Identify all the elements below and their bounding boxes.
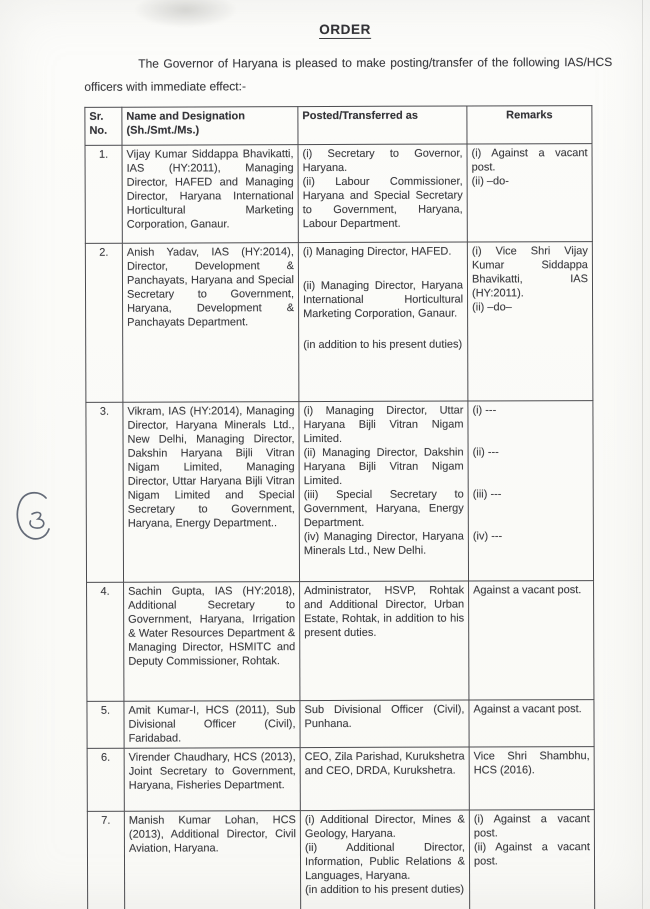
cell-name-designation: Anish Yadav, IAS (HY:2014), Director, Development & Panchayats, Haryana and Special Secretary to Government, Haryana, Development & Panchayats Department.: [122, 243, 299, 403]
cell-remarks: (i) Against a vacant post. (ii) –do-: [467, 144, 592, 242]
cell-name-designation: Amit Kumar-I, HCS (2011), Sub Divisional Officer (Civil), Faridabad.: [124, 701, 300, 749]
table-row-3: [86, 401, 594, 583]
page-title: ORDER: [319, 21, 372, 38]
col-header-posted-transferred: Posted/Transferred as: [298, 106, 467, 145]
table-row-5: [87, 700, 594, 749]
cell-sr-no: 7.: [87, 811, 124, 909]
title-row: [0, 0, 650, 40]
table-row-2: [85, 242, 593, 403]
col-header-remarks: Remarks: [467, 106, 592, 144]
cell-posted-transferred: (i) Additional Director, Mines & Geology, Haryana. (ii) Additional Director, Information, Public Relations & Languages, Haryana. (in addition to his present duties): [300, 810, 469, 909]
cell-name-designation: Manish Kumar Lohan, HCS (2013), Additional Director, Civil Aviation, Haryana.: [124, 811, 300, 909]
table-row-4: [87, 581, 594, 702]
table-header-row: [85, 106, 592, 146]
intro-paragraph: The Governor of Haryana is pleased to make posting/transfer of the following IAS/HCS officers with immediate effect:-: [84, 54, 613, 94]
cell-remarks: Vice Shri Shambhu, HCS (2016).: [469, 747, 594, 810]
col-header-name-designation: Name and Designation (Sh./Smt./Ms.): [122, 107, 298, 146]
cell-sr-no: 1.: [85, 145, 122, 243]
cell-posted-transferred: Sub Divisional Officer (Civil), Punhana.: [300, 700, 469, 748]
cell-sr-no: 3.: [86, 402, 124, 582]
cell-sr-no: 2.: [85, 243, 123, 402]
cell-remarks: (i) Against a vacant post. (ii) Against a vacant post.: [469, 810, 594, 909]
cell-posted-transferred: Administrator, HSVP, Rohtak and Additional Director, Urban Estate, Rohtak, in addition to his present duties.: [300, 581, 469, 701]
cell-remarks: Against a vacant post.: [469, 700, 594, 747]
transfer-order-table: [84, 105, 595, 909]
col-header-sr-no: Sr. No.: [85, 107, 122, 145]
cell-name-designation: Vijay Kumar Siddappa Bhavikatti, IAS (HY:2011), Managing Director, HAFED and Managing Director, Haryana International Horticultural Marketing Corporation, Ganaur.: [122, 145, 298, 244]
cell-name-designation: Vikram, IAS (HY:2014), Managing Director, Haryana Minerals Ltd., New Delhi, Managing Director, Dakshin Haryana Bijli Vitran Nigam Limited, Managing Director, Uttar Haryana Bijli Vitran Nigam Limited and Special Secretary to Government, Haryana, Energy Department..: [123, 402, 300, 583]
cell-sr-no: 4.: [87, 582, 124, 701]
cell-remarks: (i) Vice Shri Vijay Kumar Siddappa Bhavikatti, IAS (HY:2011). (ii) –do–: [467, 242, 593, 401]
cell-name-designation: Virender Chaudhary, HCS (2013), Joint Secretary to Government, Haryana, Fisheries Department.: [124, 748, 300, 812]
cell-posted-transferred: CEO, Zila Parishad, Kurukshetra and CEO, DRDA, Kurukshetra.: [300, 747, 469, 811]
cell-sr-no: 6.: [87, 748, 124, 811]
cell-remarks: (i) --- (ii) --- (iii) --- (iv) ---: [468, 401, 594, 581]
cell-posted-transferred: (i) Managing Director, HAFED. (ii) Managing Director, Haryana International Horticultural Marketing Corporation, Ganaur. (in addition to his present duties): [298, 242, 468, 402]
table-row-7: [87, 810, 594, 909]
table-row-1: [85, 144, 592, 244]
cell-posted-transferred: (i) Secretary to Governor, Haryana. (ii) Labour Commissioner, Haryana and Special Secretary to Government, Haryana, Labour Department.: [298, 144, 467, 243]
cell-posted-transferred: (i) Managing Director, Uttar Haryana Bijli Vitran Nigam Limited. (ii) Managing Director, Dakshin Haryana Bijli Vitran Nigam Limited. (iii) Special Secretary to Government, Haryana, Energy Department. (iv) Managing Director, Haryana Minerals Ltd., New Delhi.: [299, 401, 469, 582]
table-row-6: [87, 747, 594, 812]
cell-remarks: Against a vacant post.: [469, 581, 594, 700]
cell-sr-no: 5.: [87, 701, 124, 748]
cell-name-designation: Sachin Gupta, IAS (HY:2018), Additional Secretary to Government, Haryana, Irrigation & Water Resources Department & Managing Director, HSMITC and Deputy Commissioner, Rohtak.: [124, 582, 300, 702]
